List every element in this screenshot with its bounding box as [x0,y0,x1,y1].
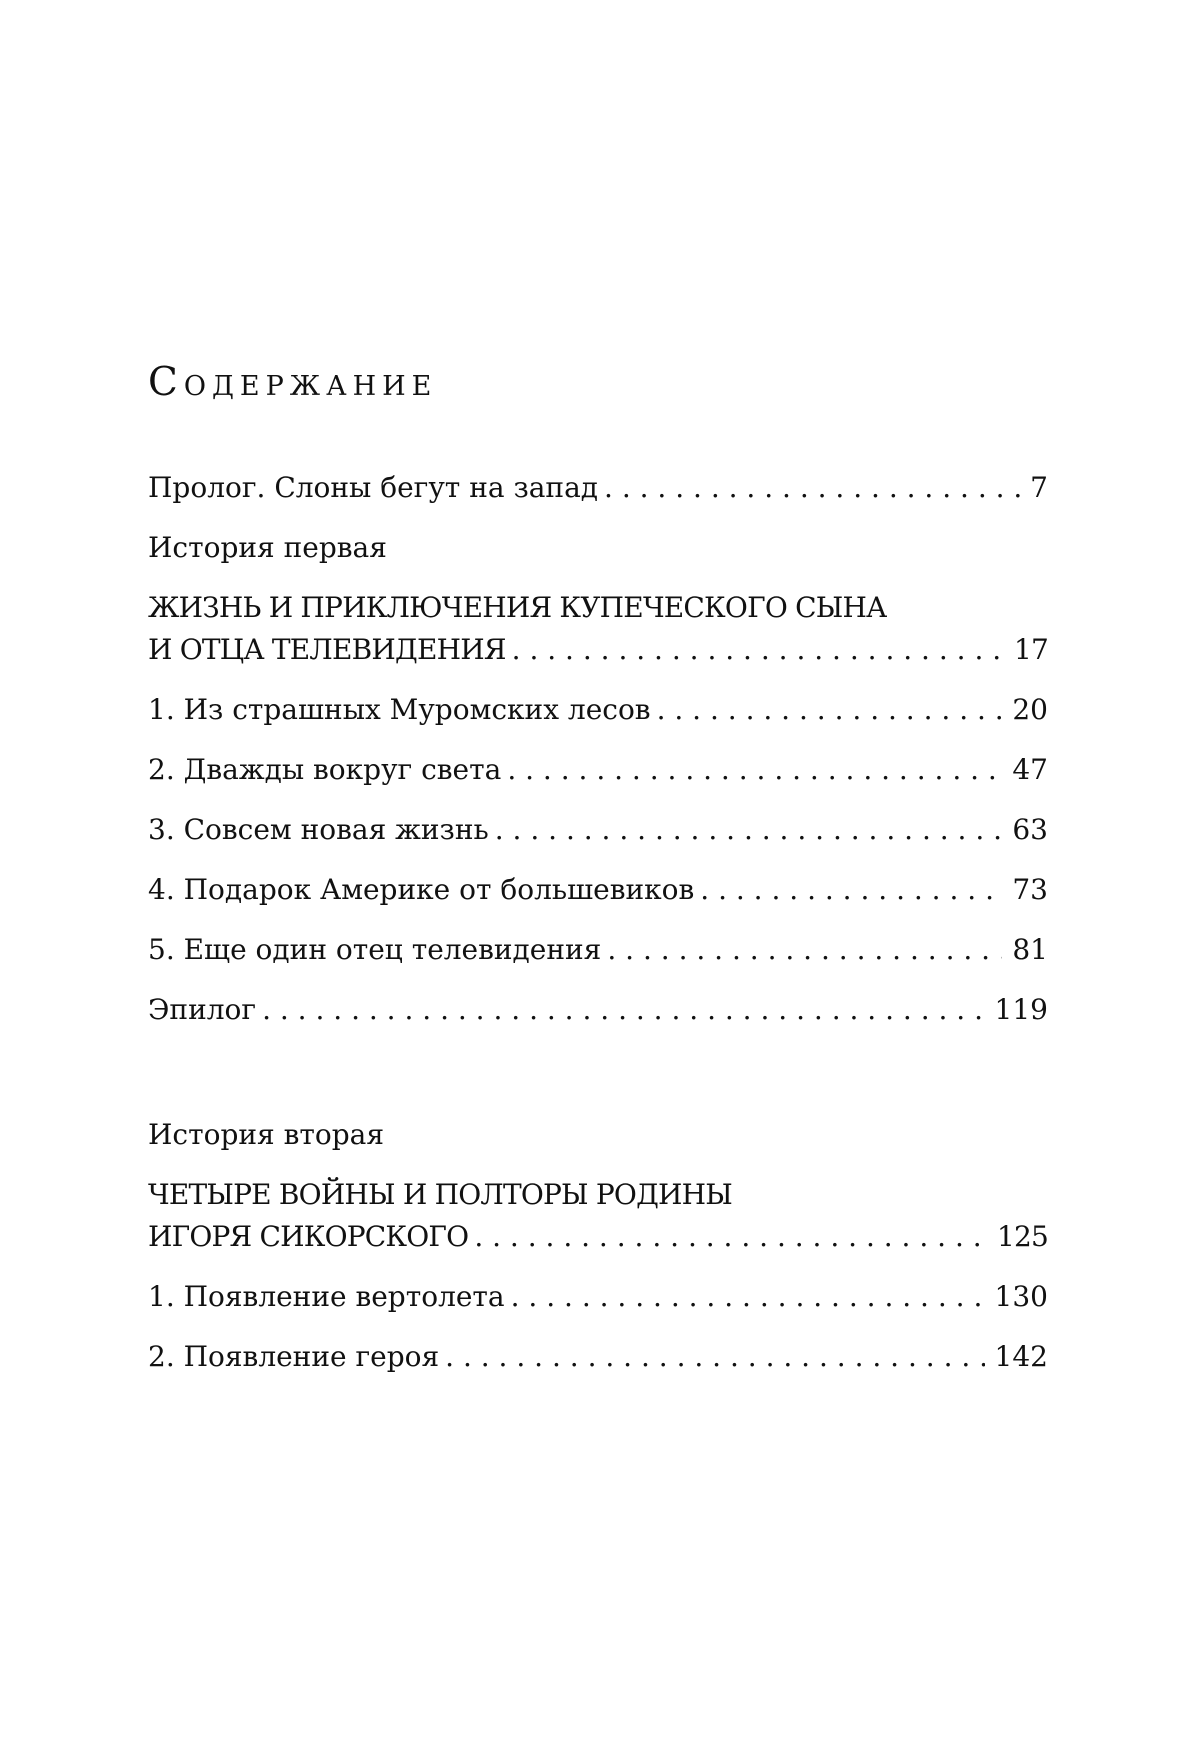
page-number: 125 [996,1220,1048,1253]
toc-entry-prologue[interactable] [148,468,1048,508]
toc-entry-text: Пролог. Слоны бегут на запад [148,471,599,504]
dot-leader [507,750,1002,790]
page-number: 47 [1012,753,1048,786]
dot-leader [262,990,984,1030]
page-number: 7 [1030,471,1048,504]
page-number: 119 [994,993,1048,1026]
toc-entry-text: 5. Еще один отец телевидения [148,933,602,966]
toc-entry-story-two[interactable] [148,1217,1048,1257]
page-number: 130 [994,1280,1048,1313]
page-number: 17 [1013,633,1048,666]
dot-leader [474,1217,987,1257]
story-one-title-line-2: И ОТЦА ТЕЛЕВИДЕНИЯ [148,633,506,666]
dot-leader [512,630,1004,670]
toc-entry-text: 4. Подарок Америке от большевиков [148,873,695,906]
dot-leader [445,1337,984,1377]
page-number: 20 [1012,693,1048,726]
story-two-label: История вторая [148,1118,384,1151]
toc-entry-epilogue[interactable] [148,990,1048,1030]
story-one-label: История первая [148,531,387,564]
dot-leader [495,810,1003,850]
toc-entry-chapter[interactable] [148,1337,1048,1377]
story-two-title-line-1: ЧЕТЫРЕ ВОЙНЫ И ПОЛТОРЫ РОДИНЫ [148,1178,733,1211]
dot-leader [607,930,1002,970]
toc-entry-chapter[interactable] [148,930,1048,970]
story-one-title-line-1: ЖИЗНЬ И ПРИКЛЮЧЕНИЯ КУПЕЧЕСКОГО СЫНА [148,591,887,624]
toc-entry-chapter[interactable] [148,690,1048,730]
dot-leader [700,870,1002,910]
toc-entry-text: Эпилог [148,993,257,1026]
toc-entry-text: 2. Появление героя [148,1340,440,1373]
dot-leader [657,690,1003,730]
toc-entry-chapter[interactable] [148,810,1048,850]
toc-entry-chapter[interactable] [148,750,1048,790]
page-title: Содержание [148,360,438,405]
page-number: 81 [1012,933,1048,966]
page-number: 63 [1012,813,1048,846]
toc-entry-chapter[interactable] [148,1277,1048,1317]
toc-entry-chapter[interactable] [148,870,1048,910]
story-two-title-line-2: ИГОРЯ СИКОРСКОГО [148,1220,469,1253]
toc-entry-text: 1. Появление вертолета [148,1280,505,1313]
toc-entry-text: 3. Совсем новая жизнь [148,813,489,846]
toc-entry-story-one[interactable] [148,630,1048,670]
page-number: 142 [994,1340,1048,1373]
page-number: 73 [1012,873,1048,906]
toc-entry-text: 2. Дважды вокруг света [148,753,502,786]
toc-entry-text: 1. Из страшных Муромских лесов [148,693,651,726]
dot-leader [604,468,1020,508]
dot-leader [511,1277,985,1317]
